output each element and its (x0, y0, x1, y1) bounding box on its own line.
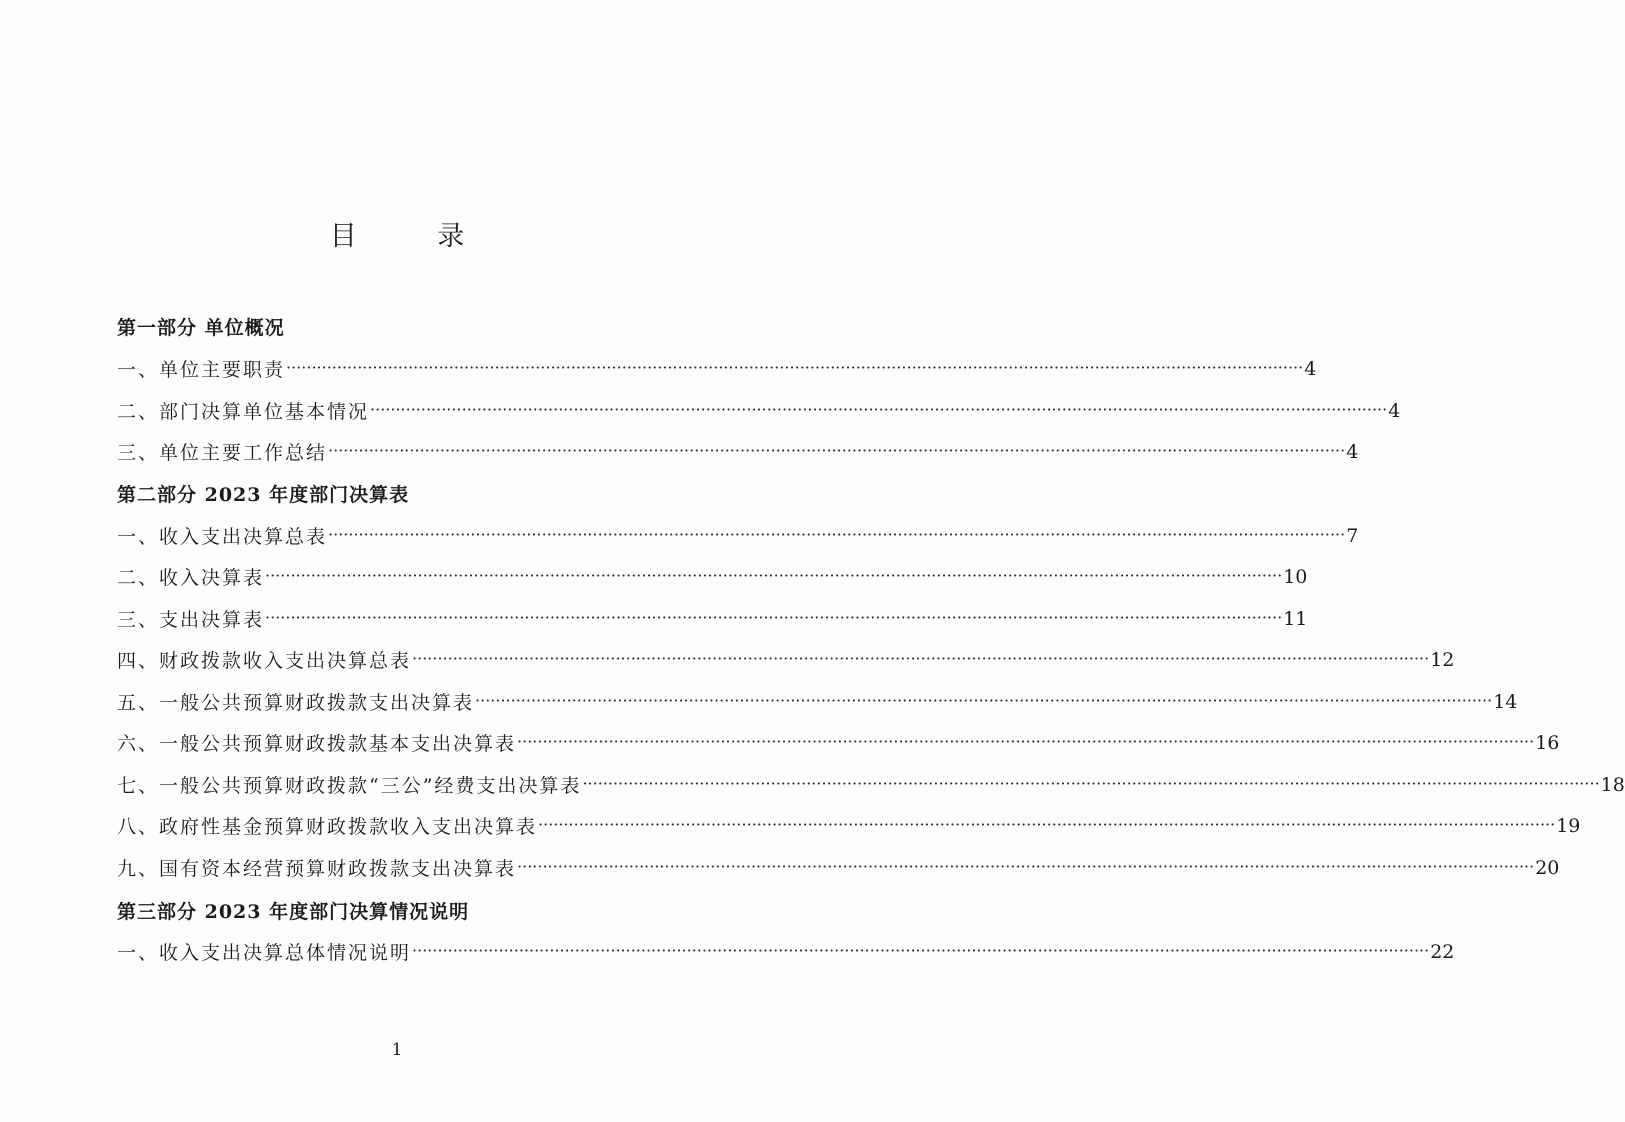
toc-entry[interactable] (117, 931, 1455, 972)
toc-entry[interactable] (117, 681, 1518, 722)
toc-section-heading[interactable] (117, 890, 652, 931)
toc-entry-label: 第三部分 2023 年度部门决算情况说明 (117, 901, 470, 923)
page-number: 1 (391, 1040, 403, 1060)
toc-page-number: 4 (1346, 440, 1359, 463)
toc-entry[interactable] (117, 764, 1625, 805)
toc-page-number: 19 (1556, 814, 1581, 837)
toc-entry-label: 二、收入决算表 (117, 567, 265, 589)
toc-entry-label: 八、政府性基金预算财政拨款收入支出决算表 (117, 816, 538, 838)
toc-entry-label: 四、财政拨款收入支出决算总表 (117, 650, 412, 672)
toc-entry-label: 七、一般公共预算财政拨款“三公”经费支出决算表 (117, 775, 582, 797)
toc-page-number: 11 (1283, 607, 1308, 630)
toc-leader-dots: ········································································································································································································ (265, 608, 1283, 627)
toc-section-heading[interactable] (117, 306, 652, 347)
toc-page-number: 18 (1600, 773, 1625, 796)
toc-page-number: 22 (1430, 940, 1455, 963)
toc-entry[interactable] (117, 598, 1308, 639)
toc-page-number: 20 (1535, 856, 1560, 879)
toc-leader-dots: ········································································································································································································ (475, 691, 1493, 710)
toc-leader-dots: ········································································································································································································ (265, 566, 1283, 585)
toc-entry[interactable] (117, 515, 1359, 556)
toc-page-number: 7 (1346, 524, 1359, 547)
toc-leader-dots: ········································································································································································································ (582, 774, 1600, 793)
toc-entry-label: 一、收入支出决算总体情况说明 (117, 942, 412, 964)
toc-entry-label: 第一部分 单位概况 (117, 317, 285, 339)
toc-section-heading[interactable] (117, 473, 652, 514)
toc-entry[interactable] (117, 348, 1317, 389)
toc-page-number: 10 (1283, 565, 1308, 588)
toc-entry-label: 一、收入支出决算总表 (117, 526, 328, 548)
toc-entry[interactable] (117, 390, 1401, 431)
toc-page-number: 4 (1304, 357, 1317, 380)
toc-leader-dots: ········································································································································································································ (328, 525, 1346, 544)
toc-leader-dots: ········································································································································································································ (370, 400, 1388, 419)
toc-entry[interactable] (117, 556, 1308, 597)
toc-entry-label: 五、一般公共预算财政拨款支出决算表 (117, 692, 475, 714)
toc-leader-dots: ········································································································································································································ (286, 358, 1304, 377)
toc-entry[interactable] (117, 431, 1359, 472)
toc-entry-label: 三、支出决算表 (117, 609, 265, 631)
toc-page-number: 14 (1493, 690, 1518, 713)
toc-entry-label: 第二部分 2023 年度部门决算表 (117, 484, 410, 506)
toc-entry-label: 九、国有资本经营预算财政拨款支出决算表 (117, 858, 517, 880)
page-title: 目 录 (329, 221, 501, 252)
toc-leader-dots: ········································································································································································································ (328, 441, 1346, 460)
toc-entry-label: 一、单位主要职责 (117, 359, 286, 381)
toc-entry[interactable] (117, 639, 1455, 680)
toc-entry-label: 三、单位主要工作总结 (117, 442, 328, 464)
toc-entry-label: 六、一般公共预算财政拨款基本支出决算表 (117, 733, 517, 755)
toc-entry[interactable] (117, 722, 1560, 763)
toc-leader-dots: ········································································································································································································ (412, 649, 1430, 668)
toc-entry-label: 二、部门决算单位基本情况 (117, 401, 370, 423)
toc-page-number: 16 (1535, 731, 1560, 754)
toc-leader-dots: ········································································································································································································ (538, 815, 1556, 834)
toc-page-number: 4 (1388, 399, 1401, 422)
toc-entry[interactable] (117, 847, 1560, 888)
toc-leader-dots: ········································································································································································································ (517, 857, 1535, 876)
toc-entry[interactable] (117, 805, 1581, 846)
toc-leader-dots: ········································································································································································································ (517, 732, 1535, 751)
toc-leader-dots: ········································································································································································································ (412, 941, 1430, 960)
toc-page-number: 12 (1430, 648, 1455, 671)
